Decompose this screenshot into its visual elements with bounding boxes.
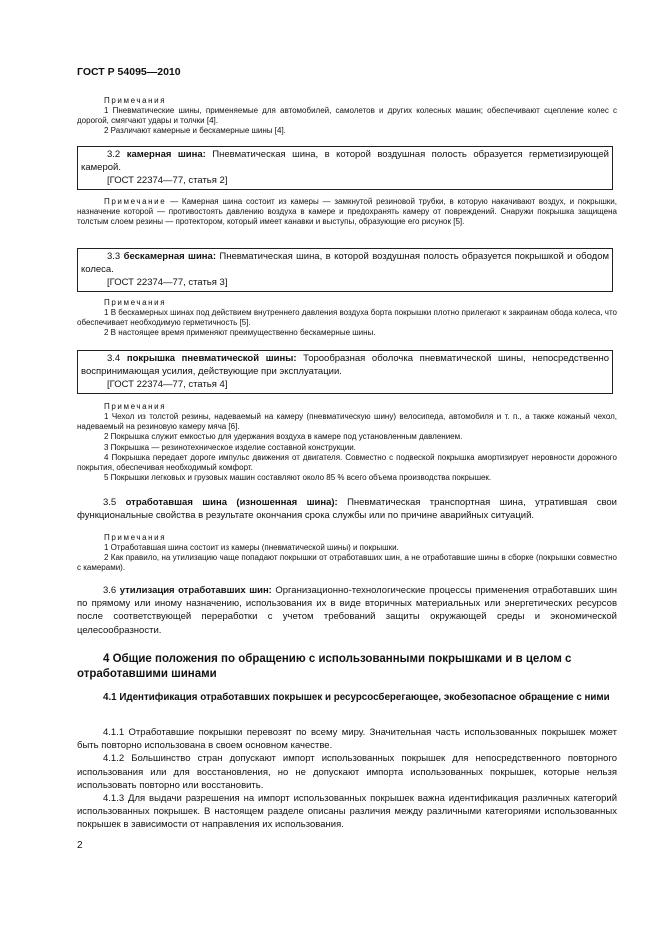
subsection-heading: 4.1 Идентификация отработавших покрышек и ресурсосберегающее, экобезопасное обращение с ними [103,692,610,703]
note-3-2 [77,197,617,228]
note-item: 2 В настоящее время применяют преимущественно бескамерные шины. [104,328,376,338]
subsection-4-1 [77,691,617,704]
note-text: — Камерная шина состоит из камеры — замкнутой резиновой трубки, в которую накачивают воздух, и покрышки, назначение которой — противостоять давлению воздуха в камере и предохранять камеру от повреждений. Снаружи покрышка защищена толстым слоем резины — протектором, который имеет канавки и выступы, образующие его рисунок [5]. [77,197,617,227]
term-name: покрышка пневматической шины: [126,353,297,364]
note-item: 2 Как правило, на утилизацию чаще попадают покрышки от отработавших шин, а не отработавшие шины в сборке (покрышки совместно с камерами). [77,553,617,573]
term-reference: [ГОСТ 22374—77, статья 3] [107,276,228,288]
term-name: бескамерная шина: [123,251,216,262]
notes-title: Примечания [104,402,167,411]
notes-title: Примечания [104,298,167,307]
note-item: 1 Чехол из толстой резины, надеваемый на камеру (пневматическую шину) велосипеда, автомобиля и т. п., а также кожаный чехол, надеваемый на резиновую камеру мяча [6]. [77,412,617,432]
note-item: 5 Покрышки легковых и грузовых машин составляют около 85 % всего объема производства покрышек. [104,473,492,483]
notes-list [77,543,617,574]
note-item: 1 Отработавшая шина состоит из камеры (пневматической шины) и покрышки. [104,543,399,552]
body-paragraph: 4.1.2 Большинство стран допускают импорт использованных покрышек для непосредственного повторного использования или для восстановления, но не допускают импорта использованных покрышек, которые нельзя использовать повторно или восстановить. [77,753,617,791]
notes-block-3-4 [77,402,617,483]
term-number: 3.5 [103,497,117,508]
note-item: 2 Покрышка служит емкостью для удержания воздуха в камере под установленным давлением. [104,432,463,442]
term-name: утилизация отработавших шин: [119,585,272,596]
page-number: 2 [77,840,83,851]
term-name: камерная шина: [126,149,206,160]
term-3-5 [77,497,617,523]
term-name: отработавшая шина (изношенная шина): [125,497,338,508]
notes-list [77,106,617,137]
term-number: 3.4 [107,353,121,364]
document-id: ГОСТ Р 54095—2010 [77,66,181,78]
section-heading: 4 Общие положения по обращению с использованными покрышками и в целом с отработавшими шинами [77,653,572,680]
term-box-3-4 [77,350,613,394]
section-4-body [77,726,617,832]
term-number: 3.2 [107,149,121,160]
note-title: Примечание [104,197,167,206]
note-item: 4 Покрышка передает дороге импульс движения от двигателя. Совместно с подвеской покрышка амортизирует неровности дорожного покрытия, обеспечивая необходимый комфорт. [77,452,617,473]
term-3-6 [77,584,617,637]
term-definition: Пневматическая шина, в которой воздушная полость образуется герметизирующей камерой. [81,149,609,173]
term-number: 3.3 [107,251,121,262]
term-box-3-3 [77,248,613,292]
notes-list [77,308,617,339]
note-item: 1 Пневматические шины, применяемые для автомобилей, самолетов и других колесных машин; обеспечивают сцепление колес с дорогой, смягчают удары и толчки [4]. [77,106,617,126]
term-definition: Организационно-технологические процессы применения отработавших шин по прямому или иному назначению, использования их в виде вторичных материальных или энергетических ресурсов после соответствующей переработки с учетом требований защиты окружающей среды и экономической целесообразности. [77,585,617,636]
note-item: 3 Покрышка — резинотехническое изделие составной конструкции. [104,442,356,452]
body-paragraph: 4.1.1 Отработавшие покрышки перевозят по всему миру. Значительная часть использованных покрышек может быть повторно использована в своем основном качестве. [77,727,617,752]
note-item: 2 Различают камерные и бескамерные шины [4]. [104,126,286,136]
body-paragraph: 4.1.3 Для выдачи разрешения на импорт использованных покрышек важна идентификация различных категорий использованных покрышек. В настоящем разделе описаны различия между различными категориями использованных покрышек в зависимости от направления их использования. [77,793,617,831]
term-box-3-2 [77,146,613,190]
notes-title: Примечания [104,533,167,542]
section-4 [77,652,617,682]
term-reference: [ГОСТ 22374—77, статья 4] [107,378,228,390]
term-definition: Пневматическая шина, в которой воздушная полость образуется покрышкой и ободом колеса. [81,251,610,275]
notes-title: Примечания [104,96,167,105]
term-number: 3.6 [103,585,117,596]
term-reference: [ГОСТ 22374—77, статья 2] [107,174,228,186]
term-definition: Торообразная оболочка пневматической шины, непосредственно воспринимающая усилия, действующие при эксплуатации. [81,353,610,377]
notes-block-3-3 [77,298,617,339]
notes-list [77,412,617,483]
notes-block-1 [77,96,617,137]
notes-block-3-5 [77,533,617,574]
term-definition: Пневматическая транспортная шина, утратившая свои функциональные свойства в результате окончания срока службы или по причине аварийных ситуаций. [77,497,617,521]
note-item: 1 В бескамерных шинах под действием внутреннего давления воздуха борта покрышки плотно прилегают к закраинам обода колеса, что обеспечивает необходимую герметичность [5]. [77,308,617,328]
